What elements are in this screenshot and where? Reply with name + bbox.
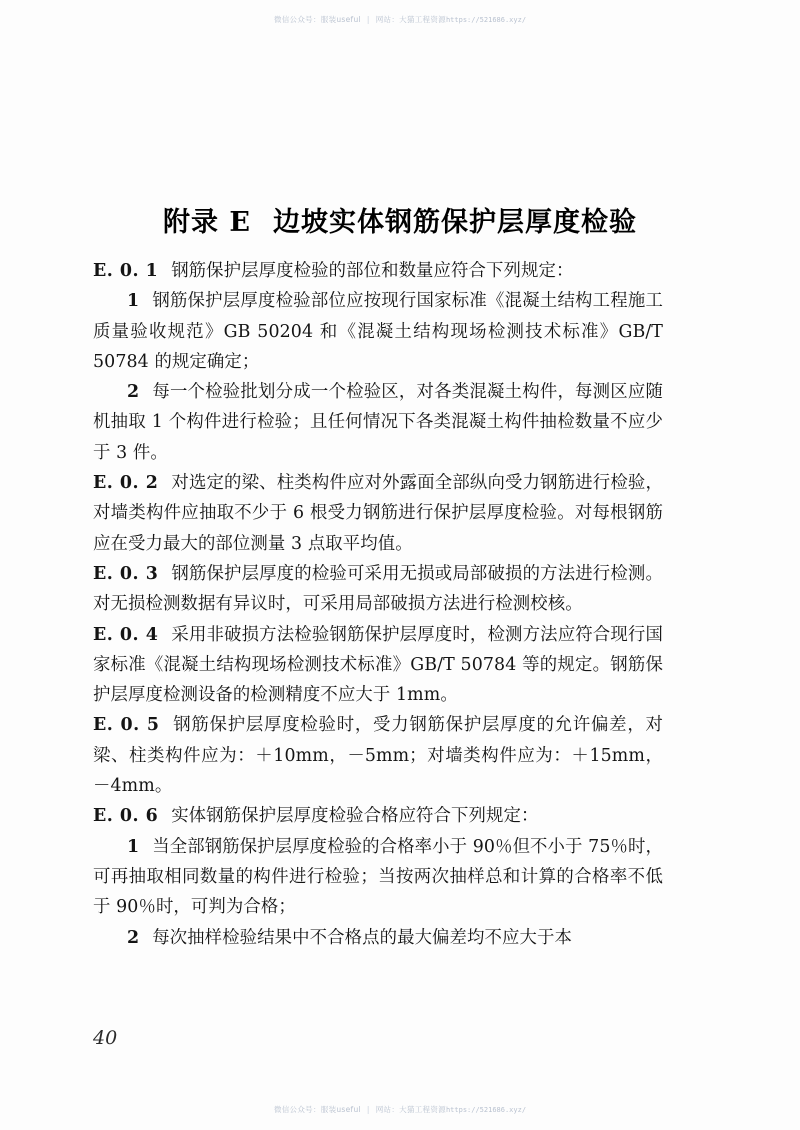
section-text-e03: 钢筋保护层厚度的检验可采用无损或局部破损的方法进行检测。对无损检测数据有异议时，可采用局部破损方法进行检测校核。 — [93, 563, 663, 615]
section-number-e05: E. 0. 5 — [93, 715, 160, 736]
watermark-site-label: 网站： — [375, 15, 400, 24]
list-item-number: 2 — [127, 382, 140, 403]
watermark-site-label: 网站： — [375, 1105, 400, 1114]
list-item-text: 当全部钢筋保护层厚度检验的合格率小于 90％但不小于 75％时，可再抽取相同数量的构件进行检验；当按两次抽样总和计算的合格率不低于 90％时，可判为合格； — [93, 836, 663, 918]
watermark-separator: | — [366, 15, 370, 24]
list-item-e01-2 — [93, 377, 663, 468]
section-number-e04: E. 0. 4 — [93, 624, 159, 645]
watermark-wechat-label: 微信公众号： — [273, 1105, 321, 1114]
watermark-separator: | — [366, 1105, 370, 1114]
list-item-e01-1 — [93, 286, 663, 377]
section-paragraph-e02 — [93, 468, 663, 559]
watermark-site-name: 大猫工程资源 — [399, 15, 446, 24]
list-item-number: 1 — [127, 836, 140, 857]
section-text-e06: 实体钢筋保护层厚度检验合格应符合下列规定： — [171, 806, 539, 827]
section-number-e02: E. 0. 2 — [93, 473, 159, 494]
watermark-wechat-name: 服装useful — [320, 15, 361, 24]
watermark-url: https://521686.xyz/ — [445, 16, 527, 24]
page-number: 40 — [93, 1027, 118, 1049]
watermark-bottom — [0, 1104, 800, 1115]
section-text-e05: 钢筋保护层厚度检验时，受力钢筋保护层厚度的允许偏差，对梁、柱类构件应为：＋10mm，－5mm；对墙类构件应为：＋15mm，－4mm。 — [93, 715, 663, 797]
appendix-label: 附录 E — [163, 207, 251, 239]
section-paragraph-e01 — [93, 256, 663, 286]
section-paragraph-e03 — [93, 559, 663, 620]
list-item-e06-2 — [93, 923, 663, 953]
list-item-text: 每次抽样检验结果中不合格点的最大偏差均不应大于本 — [152, 927, 572, 948]
watermark-wechat-label: 微信公众号： — [273, 15, 321, 24]
watermark-wechat-name: 服装useful — [320, 1105, 361, 1114]
section-number-e06: E. 0. 6 — [93, 806, 159, 827]
watermark-site-name: 大猫工程资源 — [399, 1105, 446, 1114]
list-item-number: 2 — [127, 927, 140, 948]
watermark-url: https://521686.xyz/ — [445, 1106, 527, 1114]
section-paragraph-e05 — [93, 710, 663, 801]
page-title — [0, 200, 800, 239]
document-body — [93, 256, 663, 953]
list-item-number: 1 — [127, 291, 140, 312]
list-item-text: 每一个检验批划分成一个检验区，对各类混凝土构件，每测区应随机抽取 1 个构件进行检验；且任何情况下各类混凝土构件抽检数量不应少于 3 件。 — [93, 382, 663, 463]
section-number-e03: E. 0. 3 — [93, 563, 159, 584]
section-text-e01: 钢筋保护层厚度检验的部位和数量应符合下列规定： — [171, 261, 574, 281]
list-item-text: 钢筋保护层厚度检验部位应按现行国家标准《混凝土结构工程施工质量验收规范》GB 50204 和《混凝土结构现场检测技术标准》GB/T 50784 的规定确定； — [93, 291, 663, 372]
section-paragraph-e04 — [93, 620, 663, 711]
section-paragraph-e06 — [93, 801, 663, 831]
list-item-e06-1 — [93, 832, 663, 923]
section-text-e02: 对选定的梁、柱类构件应对外露面全部纵向受力钢筋进行检验，对墙类构件应抽取不少于 6 根受力钢筋进行保护层厚度检验。对每根钢筋应在受力最大的部位测量 3 点取平均值。 — [93, 473, 663, 554]
appendix-name: 边坡实体钢筋保护层厚度检验 — [272, 207, 637, 239]
watermark-top — [0, 14, 800, 25]
section-text-e04: 采用非破损方法检验钢筋保护层厚度时，检测方法应符合现行国家标准《混凝土结构现场检测技术标准》GB/T 50784 等的规定。钢筋保护层厚度检测设备的检测精度不应大于 1mm。 — [93, 624, 663, 706]
section-number-e01: E. 0. 1 — [93, 261, 159, 281]
